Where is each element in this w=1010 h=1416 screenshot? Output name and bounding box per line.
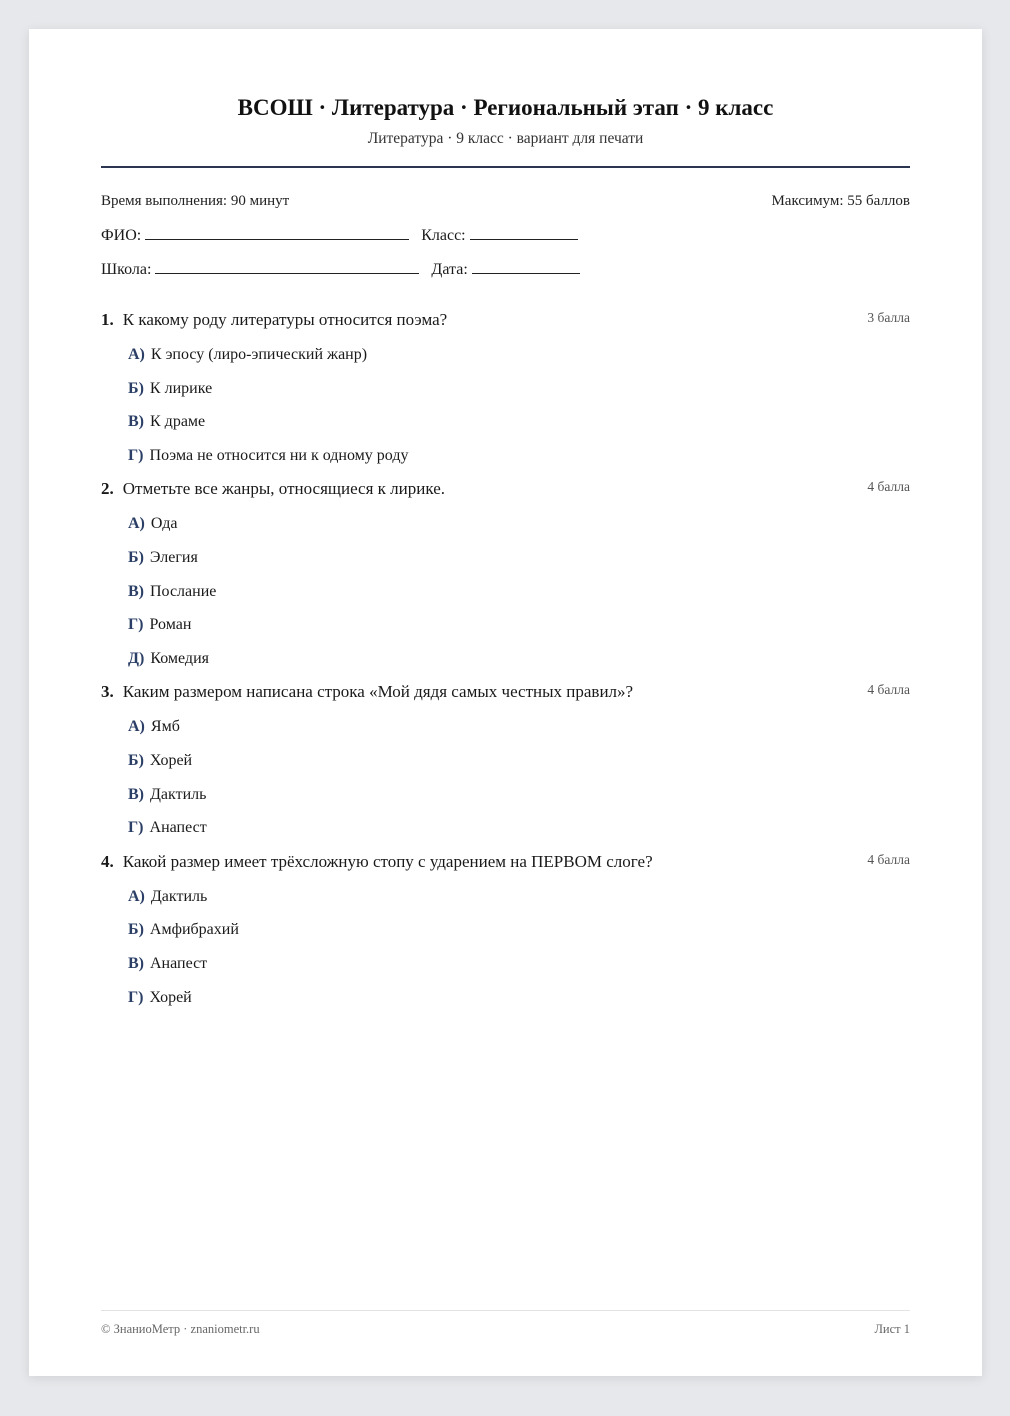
question-prompt: Каким размером написана строка «Мой дядя самых честных правил»? <box>122 682 634 702</box>
school-date-row <box>101 259 910 279</box>
question-prompt: К какому роду литературы относится поэма? <box>122 310 448 329</box>
meta-row <box>101 193 910 210</box>
question-text <box>101 682 633 702</box>
answer-option <box>101 507 910 541</box>
name-blank <box>145 225 409 240</box>
option-text: Ямб <box>150 718 180 736</box>
option-text: К драме <box>150 413 206 431</box>
school-label: Школа: <box>101 261 152 278</box>
option-letter: А) <box>128 346 145 363</box>
answer-options <box>101 507 910 675</box>
question-number: 2. <box>101 479 114 499</box>
answer-option <box>101 338 910 372</box>
question-header <box>101 310 910 332</box>
answer-options <box>101 338 910 472</box>
option-text: Комедия <box>150 649 209 667</box>
document-title: ВСОШ · Литература · Региональный этап · 9 класс <box>237 95 774 120</box>
question-text <box>101 479 445 499</box>
class-label: Класс: <box>421 227 466 244</box>
option-text: Послание <box>150 582 217 600</box>
option-letter: Б) <box>128 548 144 566</box>
answer-option <box>101 744 910 778</box>
option-text: Дактиль <box>150 785 207 803</box>
footer-copyright: © ЗнаниоМетр · znaniometr.ru <box>101 1322 260 1336</box>
option-text: Анапест <box>149 819 207 837</box>
option-letter: А) <box>128 515 145 533</box>
question-block <box>101 479 910 675</box>
question-points: 3 балла <box>867 310 910 325</box>
question-block <box>101 852 910 1014</box>
question-number: 1. <box>101 310 114 329</box>
answer-option <box>101 575 910 609</box>
answer-options <box>101 880 910 1014</box>
option-letter: Б) <box>128 921 144 939</box>
option-text: Амфибрахий <box>149 921 239 939</box>
option-text: Роман <box>149 616 192 634</box>
question-header <box>101 852 910 874</box>
answer-option <box>101 405 910 439</box>
option-text: Дактиль <box>150 887 208 905</box>
option-text: К лирике <box>149 379 213 397</box>
option-letter: Г) <box>128 988 144 1006</box>
question-text <box>101 310 447 330</box>
page-number: Лист 1 <box>874 1322 910 1336</box>
date-blank <box>472 259 580 274</box>
option-text: Элегия <box>149 548 198 566</box>
option-text: К эпосу (лиро-эпический жанр) <box>150 346 368 363</box>
answer-option <box>101 372 910 406</box>
option-letter: А) <box>128 718 145 736</box>
option-text: Хорей <box>149 751 193 769</box>
answer-option <box>101 880 910 914</box>
question-points: 4 балла <box>867 479 910 495</box>
answer-option <box>101 811 910 845</box>
option-letter: Г) <box>128 446 144 464</box>
time-limit: Время выполнения: 90 минут <box>101 193 290 209</box>
question-number: 4. <box>101 851 114 871</box>
answer-option <box>101 642 910 676</box>
answer-option <box>101 710 910 744</box>
question-block <box>101 310 910 472</box>
question-block <box>101 682 910 844</box>
date-label: Дата: <box>431 261 468 278</box>
page-footer <box>101 1322 910 1337</box>
option-letter: Б) <box>128 379 144 397</box>
answer-option <box>101 913 910 947</box>
question-points: 4 балла <box>867 851 910 867</box>
max-score: Максимум: 55 баллов <box>771 193 910 209</box>
question-prompt: Отметьте все жанры, относящиеся к лирике. <box>122 479 445 499</box>
questions-list <box>101 310 910 1021</box>
question-points: 4 балла <box>867 682 910 698</box>
question-prompt: Какой размер имеет трёхсложную стопу с ударением на ПЕРВОМ слоге? <box>122 851 653 871</box>
option-letter: Б) <box>128 751 144 769</box>
option-letter: Г) <box>128 819 144 837</box>
option-letter: Д) <box>128 649 145 667</box>
option-letter: В) <box>128 582 144 600</box>
question-header <box>101 479 910 501</box>
answer-option <box>101 439 910 473</box>
option-letter: А) <box>128 887 145 905</box>
option-text: Анапест <box>150 954 208 972</box>
document-subtitle: Литература · 9 класс · вариант для печати <box>367 130 644 147</box>
document-sheet <box>29 29 982 1376</box>
answer-options <box>101 710 910 844</box>
answer-option <box>101 981 910 1015</box>
option-letter: В) <box>128 413 144 431</box>
question-text <box>101 852 653 872</box>
footer-divider <box>101 1310 910 1311</box>
class-blank <box>470 225 578 240</box>
answer-option <box>101 541 910 575</box>
question-header <box>101 682 910 704</box>
option-text: Хорей <box>149 988 192 1006</box>
question-number: 3. <box>101 682 114 702</box>
answer-option <box>101 947 910 981</box>
option-text: Ода <box>150 515 178 533</box>
name-class-row <box>101 225 910 245</box>
answer-option <box>101 608 910 642</box>
school-blank <box>155 259 419 274</box>
name-label: ФИО: <box>101 227 142 244</box>
option-letter: В) <box>128 954 144 972</box>
option-letter: Г) <box>128 616 144 634</box>
answer-option <box>101 778 910 812</box>
header-divider <box>101 166 910 168</box>
option-letter: В) <box>128 785 144 803</box>
option-text: Поэма не относится ни к одному роду <box>149 446 409 464</box>
